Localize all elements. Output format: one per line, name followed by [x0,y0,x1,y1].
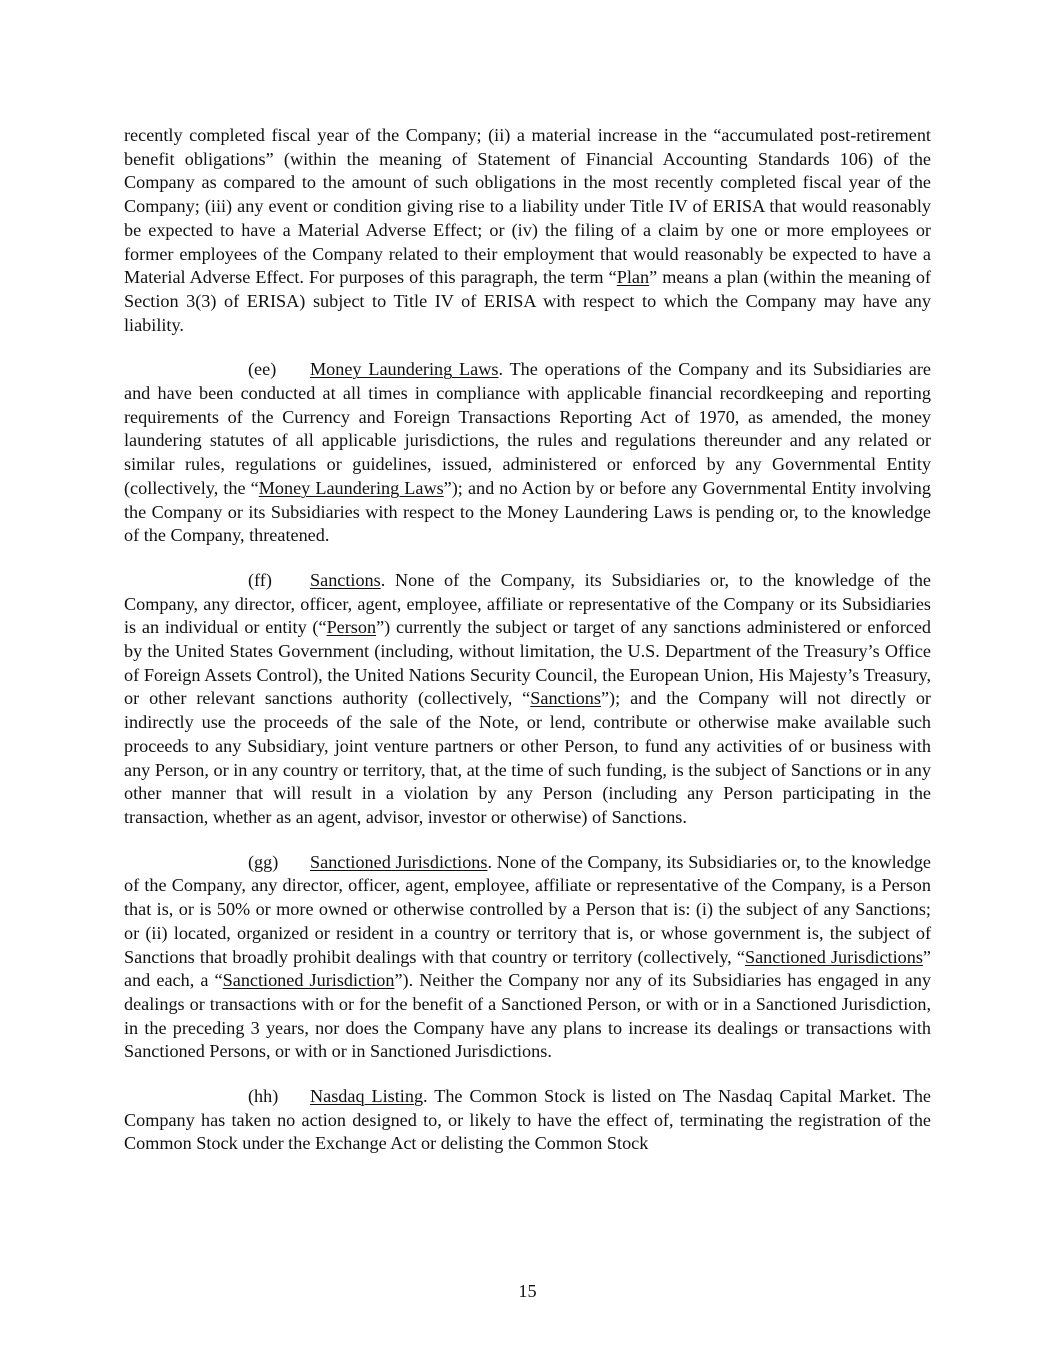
paragraph-heading: Money Laundering Laws [310,359,499,380]
defined-term-plan: Plan [616,267,650,288]
page-number: 15 [518,1281,537,1301]
defined-term-sanctioned-jurisdiction: Sanctioned Jurisdiction [222,970,395,991]
paragraph-text: . None of the Company, its Subsidiaries or, to the knowledge of the Company, any director, officer, agent, employee, affiliate or representative of the Company or its Subsidiaries is an individual or entity (“ [124,569,931,638]
paragraph-text: ”); and no Action by or before any Governmental Entity involving the Company or its Subsidiaries with respect to the Money Laundering Laws is pending or, to the knowledge of the Company, threatened. [124,477,931,546]
paragraph-ff [124,569,931,830]
defined-term-sanctions: Sanctions [530,688,601,709]
paragraph-hh [124,1085,931,1156]
paragraph-number: (ee) [248,359,277,380]
paragraph-continued [124,124,931,337]
paragraph-text: . The operations of the Company and its Subsidiaries are and have been conducted at all times in compliance with applicable financial recordkeeping and reporting requirements of the Currency and Foreign Transactions Reporting Act of 1970, as amended, the money laundering statutes of all applicable jurisdictions, the rules and regulations thereunder and any related or similar rules, regulations or guidelines, issued, administered or enforced by any Governmental Entity (collectively, the “ [124,359,931,498]
paragraph-number: (gg) [248,851,279,872]
paragraph-text: ” means a plan (within the meaning of Section 3(3) of ERISA) subject to Title IV of ERISA with respect to which the Company may have any liability. [124,267,931,335]
paragraph-text: ”) currently the subject or target of any sanctions administered or enforced by the United States Government (including, without limitation, the U.S. Department of the Treasury’s Office of Foreign Assets Control), the United Nations Security Council, the European Union, His Majesty’s Treasury, or other relevant sanctions authority (collectively, “ [124,617,931,709]
paragraph-number: (hh) [248,1086,279,1107]
paragraph-heading: Sanctions [310,569,381,590]
paragraph-text: ”). Neither the Company nor any of its Subsidiaries has engaged in any dealings or transactions with or for the benefit of a Sanctioned Person, or with or in a Sanctioned Jurisdiction, in the preceding 3 years, nor does the Company have any plans to increase its dealings or transactions with Sanctioned Persons, or with or in Sanctioned Jurisdictions. [124,970,932,1062]
paragraph-text: recently completed fiscal year of the Company; (ii) a material increase in the “accumulated post-retirement benefit obligations” (within the meaning of Statement of Financial Accounting Standards 106) of the Company as compared to the amount of such obligations in the most recently completed fiscal year of the Company; (iii) any event or condition giving rise to a liability under Title IV of ERISA that would reasonably be expected to have a Material Adverse Effect; or (iv) the filing of a claim by one or more employees or former employees of the Company related to their employment that would reasonably be expected to have a Material Adverse Effect. For purposes of this paragraph, the term “ [124,125,931,288]
defined-term-sanctioned-jurisdictions: Sanctioned Jurisdictions [744,946,923,967]
paragraph-heading: Nasdaq Listing [310,1086,424,1107]
paragraph-text: ” and each, a “ [124,946,931,991]
defined-term-money-laundering-laws: Money Laundering Laws [258,477,444,498]
paragraph-gg [124,851,931,1064]
defined-term-person: Person [326,617,377,638]
paragraph-heading: Sanctioned Jurisdictions [310,851,488,872]
paragraph-text: ”); and the Company will not directly or indirectly use the proceeds of the sale of the Note, or lend, contribute or otherwise make available such proceeds to any Subsidiary, joint venture partners or other Person, to fund any activities of or business with any Person, or in any country or territory, that, at the time of such funding, is the subject of Sanctions or in any other manner that will result in a violation by any Person (including any Person participating in the transaction, whether as an agent, advisor, investor or otherwise) of Sanctions. [124,688,931,827]
document-body [124,124,931,1177]
paragraph-text: . The Common Stock is listed on The Nasdaq Capital Market. The Company has taken no action designed to, or likely to have the effect of, terminating the registration of the Common Stock under the Exchange Act or delisting the Common Stock [124,1086,931,1154]
paragraph-ee [124,358,931,548]
paragraph-text: . None of the Company, its Subsidiaries or, to the knowledge of the Company, any director, officer, agent, employee, affiliate or representative of the Company, is a Person that is, or is 50% or more owned or otherwise controlled by a Person that is: (i) the subject of any Sanctions; or (ii) located, organized or resident in a country or territory that is, or whose government is, the subject of Sanctions that broadly prohibit dealings with that country or territory (collectively, “ [124,851,932,967]
paragraph-number: (ff) [248,569,272,590]
